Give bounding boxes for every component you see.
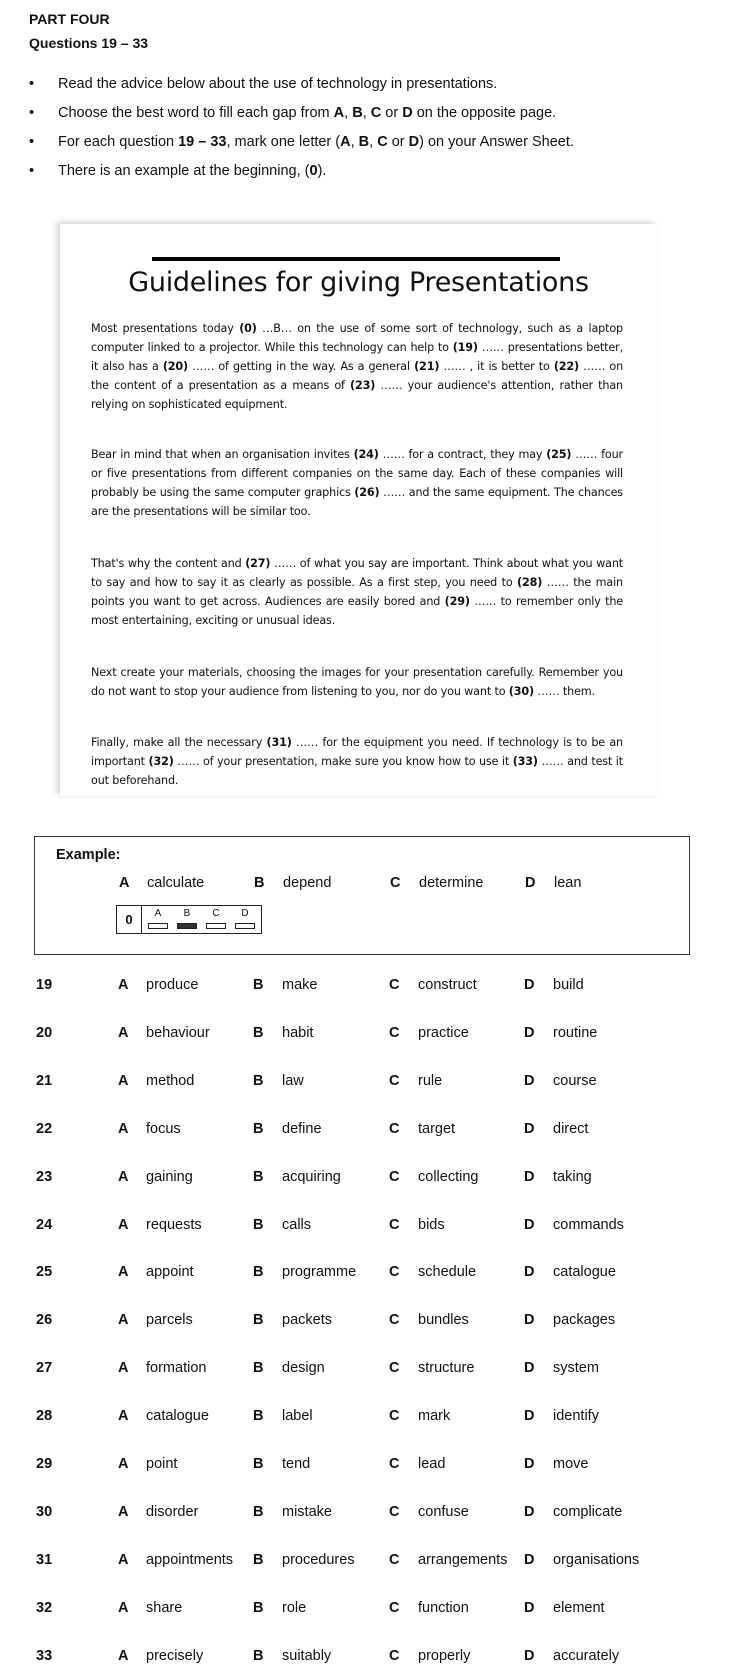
instruction-item: [29, 76, 709, 105]
question-row: [0, 977, 730, 999]
question-row: [0, 1408, 730, 1430]
question-range: Questions 19 – 33: [29, 35, 149, 51]
option-letter: D: [408, 134, 420, 150]
option-word[interactable]: tend: [282, 1456, 311, 1472]
option-word[interactable]: direct: [553, 1120, 589, 1137]
option-word[interactable]: lead: [418, 1456, 446, 1472]
option-word[interactable]: structure: [418, 1360, 475, 1377]
option-letter[interactable]: B: [253, 1408, 264, 1425]
question-number: 28: [36, 1408, 53, 1425]
option-letter[interactable]: A: [118, 1456, 129, 1472]
option-letter[interactable]: B: [253, 1503, 264, 1520]
option-letter[interactable]: B: [253, 1072, 264, 1089]
question-number: 21: [36, 1072, 53, 1089]
option-letter[interactable]: A: [118, 1647, 129, 1664]
question-row: [0, 1217, 730, 1239]
option-word[interactable]: confuse: [418, 1503, 469, 1520]
option-letter: B: [358, 134, 370, 150]
instruction-item: [29, 105, 709, 134]
option-word[interactable]: complicate: [553, 1503, 623, 1520]
option-word[interactable]: commands: [553, 1216, 624, 1233]
option-letter[interactable]: B: [253, 1216, 264, 1233]
instruction-text: Read the advice below about the use of technology in presentations.: [58, 76, 498, 92]
article-paragraph: Most presentations today (0) …B… on the use of some sort of technology, such as a laptop computer linked to a projector. While this technology can help to (19) …… presentations better, it also has a (20) …… of getting in the way. As a general (21) …… , it is better to (22) …… on the content of a presentation as a means of (23) …… your audience's attention, rather than relying on sophisticated equipment.: [91, 322, 624, 411]
gap-number: (26): [354, 486, 380, 499]
option-letter[interactable]: A: [118, 1072, 129, 1089]
option-word[interactable]: construct: [418, 977, 477, 993]
option-word[interactable]: method: [146, 1072, 195, 1089]
gap-number: (19): [452, 341, 478, 354]
option-word[interactable]: practice: [418, 1024, 469, 1041]
instruction-item: [29, 134, 709, 163]
option-letter[interactable]: D: [524, 1551, 535, 1568]
instruction-text: ,: [344, 105, 353, 121]
answer-box: [177, 923, 197, 929]
example-box: [34, 836, 690, 955]
option-word[interactable]: system: [553, 1360, 599, 1377]
question-number: 24: [36, 1216, 53, 1233]
bullet-icon: •: [29, 163, 35, 179]
option-letter[interactable]: A: [118, 1120, 129, 1137]
option-letter[interactable]: C: [389, 977, 400, 993]
question-number: 25: [36, 1264, 53, 1281]
option-word[interactable]: mistake: [282, 1503, 332, 1520]
question-row: [0, 1264, 730, 1286]
question-number: 19: [36, 977, 53, 993]
option-word[interactable]: acquiring: [282, 1168, 341, 1185]
option-letter[interactable]: D: [524, 1312, 535, 1329]
option-word[interactable]: routine: [553, 1024, 598, 1041]
answer-box: [235, 923, 255, 929]
option-word[interactable]: element: [553, 1599, 605, 1616]
option-word[interactable]: calls: [282, 1216, 312, 1233]
gap-number: (29): [444, 595, 470, 608]
question-row: [0, 1552, 730, 1574]
part-title: PART FOUR: [29, 11, 110, 27]
instruction-text: or: [387, 134, 409, 150]
gap-number: (20): [162, 360, 189, 373]
option-word: calculate: [147, 875, 205, 891]
option-letter[interactable]: B: [253, 977, 264, 993]
option-letter: D: [525, 875, 536, 891]
option-word[interactable]: appoint: [146, 1264, 194, 1281]
question-number: 20: [36, 1024, 53, 1041]
option-letter[interactable]: C: [389, 1408, 400, 1425]
article-paragraph: Finally, make all the necessary (31) …… for the equipment you need. If technology is to be an important (32) …… of your presentation, make sure you know how to use it (33) …… and test it out beforehand.: [91, 736, 623, 787]
gap-number: (32): [148, 755, 174, 768]
option-word[interactable]: programme: [282, 1264, 357, 1281]
option-letter[interactable]: A: [118, 1216, 129, 1233]
option-word[interactable]: disorder: [146, 1503, 199, 1520]
option-word[interactable]: focus: [146, 1120, 181, 1137]
gap-number: (24): [353, 448, 379, 461]
option-letter: C: [377, 134, 388, 150]
option-letter[interactable]: C: [389, 1647, 400, 1664]
option-letter[interactable]: C: [389, 1216, 400, 1233]
example-number: 0: [309, 163, 318, 179]
question-number: 23: [36, 1168, 53, 1185]
option-word: determine: [419, 875, 484, 891]
option-letter[interactable]: C: [389, 1120, 400, 1137]
option-word[interactable]: organisations: [553, 1551, 640, 1568]
question-row: [0, 1504, 730, 1526]
gap-number: (30): [508, 685, 534, 698]
option-word[interactable]: target: [418, 1120, 456, 1137]
article-paragraph: That's why the content and (27) …… of what you say are important. Think about what you want to say and how to say it as clearly as possible. As a first step, you need to (28) …… the main points you want to get across. Audiences are easily bored and (29) …… to remember only the most entertaining, exciting or unusual ideas.: [91, 557, 624, 627]
option-letter[interactable]: A: [118, 1599, 129, 1616]
option-word[interactable]: properly: [418, 1647, 471, 1664]
option-word[interactable]: role: [282, 1599, 307, 1616]
option-word[interactable]: move: [553, 1456, 589, 1472]
option-word[interactable]: formation: [146, 1360, 207, 1377]
option-letter[interactable]: A: [118, 1312, 129, 1329]
option-letter[interactable]: D: [524, 1168, 535, 1185]
question-row: [0, 1312, 730, 1334]
instruction-text: There is an example at the beginning, (: [58, 163, 310, 179]
option-letter[interactable]: D: [524, 1599, 535, 1616]
option-letter: C: [390, 875, 401, 891]
option-letter: C: [370, 105, 382, 121]
option-letter: B: [254, 875, 265, 891]
option-letter[interactable]: B: [253, 1024, 264, 1041]
option-word[interactable]: taking: [553, 1168, 592, 1185]
option-word[interactable]: habit: [282, 1024, 314, 1041]
option-letter: A: [119, 875, 130, 891]
instruction-text: ) on your Answer Sheet.: [419, 134, 574, 150]
option-word[interactable]: arrangements: [418, 1551, 508, 1568]
instruction-text: ,: [362, 105, 371, 121]
option-word[interactable]: label: [282, 1408, 313, 1425]
question-row: [0, 1121, 730, 1143]
sheet-letter: C: [212, 908, 220, 919]
option-letter: D: [402, 105, 413, 121]
option-word[interactable]: define: [282, 1120, 322, 1137]
option-letter: A: [333, 105, 345, 121]
option-word[interactable]: gaining: [146, 1168, 193, 1185]
option-word[interactable]: point: [146, 1456, 178, 1472]
option-word: lean: [554, 875, 582, 891]
option-letter[interactable]: D: [524, 1264, 535, 1281]
option-letter[interactable]: A: [118, 1503, 129, 1520]
option-letter[interactable]: C: [389, 1456, 400, 1472]
option-letter[interactable]: D: [524, 1456, 535, 1472]
option-letter[interactable]: B: [253, 1456, 264, 1472]
question-number: 33: [36, 1647, 53, 1664]
option-word[interactable]: share: [146, 1599, 183, 1616]
question-row: [0, 1600, 730, 1622]
article-title: Guidelines for giving Presentations: [128, 267, 589, 298]
option-word[interactable]: packets: [282, 1312, 332, 1329]
answer-box: [206, 923, 226, 929]
option-word: depend: [283, 875, 332, 891]
article-paragraph: Bear in mind that when an organisation invites (24) …… for a contract, they may (25) …… four or five presentations from different companies on the same day. Each of these companies will probably be using the same computer graphics (26) …… and the same equipment. The chances are the presentations will be similar too.: [91, 448, 623, 518]
question-number: 30: [36, 1503, 53, 1520]
option-word[interactable]: catalogue: [553, 1264, 616, 1281]
option-word[interactable]: function: [418, 1599, 469, 1616]
sheet-number: 0: [117, 906, 142, 933]
option-letter[interactable]: B: [253, 1312, 264, 1329]
option-word[interactable]: identify: [553, 1408, 599, 1425]
option-word[interactable]: schedule: [418, 1264, 477, 1281]
option-letter[interactable]: D: [524, 1408, 535, 1425]
question-row: [0, 1456, 730, 1478]
gap-number: (22): [553, 360, 580, 373]
option-word[interactable]: procedures: [282, 1551, 355, 1568]
option-letter[interactable]: A: [118, 1360, 129, 1377]
instruction-text: For each question: [58, 134, 179, 150]
option-word[interactable]: design: [282, 1360, 325, 1377]
option-letter[interactable]: D: [524, 1216, 535, 1233]
instruction-text: ,: [369, 134, 378, 150]
question-number: 31: [36, 1551, 53, 1568]
option-word[interactable]: bundles: [418, 1312, 469, 1329]
option-letter[interactable]: D: [524, 1360, 535, 1377]
article-panel: [60, 224, 657, 796]
option-letter[interactable]: B: [253, 1551, 264, 1568]
option-word[interactable]: accurately: [553, 1647, 620, 1664]
option-word[interactable]: law: [282, 1072, 304, 1089]
option-word[interactable]: catalogue: [146, 1408, 209, 1425]
option-letter[interactable]: C: [389, 1551, 400, 1568]
answer-sheet-sample: [116, 905, 262, 934]
question-number: 27: [36, 1360, 53, 1377]
option-letter[interactable]: D: [524, 1647, 535, 1664]
option-letter[interactable]: D: [524, 1120, 535, 1137]
option-letter[interactable]: C: [389, 1503, 400, 1520]
instruction-text: , mark one letter (: [226, 134, 341, 150]
option-word[interactable]: suitably: [282, 1647, 332, 1664]
instruction-item: [29, 163, 709, 192]
question-row: [0, 1648, 730, 1670]
question-row: [0, 1360, 730, 1382]
option-letter[interactable]: D: [524, 1503, 535, 1520]
bullet-icon: •: [29, 76, 35, 92]
gap-number: (25): [546, 448, 572, 461]
option-letter[interactable]: A: [118, 1168, 129, 1185]
option-word[interactable]: appointments: [146, 1551, 234, 1568]
option-letter[interactable]: A: [118, 1408, 129, 1425]
option-letter[interactable]: B: [253, 1360, 264, 1377]
gap-number: (0): [239, 322, 257, 335]
option-word[interactable]: packages: [553, 1312, 616, 1329]
option-letter[interactable]: C: [389, 1599, 400, 1616]
sheet-letter: B: [183, 908, 191, 919]
title-rule: [152, 257, 560, 261]
question-row: [0, 1169, 730, 1191]
option-letter[interactable]: A: [118, 1551, 129, 1568]
instruction-text: ).: [317, 163, 327, 179]
gap-number: (33): [512, 755, 538, 768]
question-row: [0, 1025, 730, 1047]
option-letter: A: [340, 134, 351, 150]
option-word[interactable]: course: [553, 1072, 597, 1089]
option-letter[interactable]: C: [389, 1264, 400, 1281]
answer-box: [148, 923, 168, 929]
option-word[interactable]: behaviour: [146, 1024, 210, 1041]
question-row: [0, 1073, 730, 1095]
instruction-text: or: [381, 105, 403, 121]
question-number: 29: [36, 1456, 53, 1472]
instruction-text: Choose the best word to fill each gap from: [58, 105, 334, 121]
option-letter[interactable]: C: [389, 1168, 400, 1185]
sheet-letter: A: [154, 908, 162, 919]
option-letter[interactable]: C: [389, 1312, 400, 1329]
sheet-letter: D: [241, 908, 249, 919]
example-label: Example:: [56, 847, 121, 863]
instruction-text: on the opposite page.: [412, 105, 557, 121]
option-word[interactable]: mark: [418, 1408, 451, 1425]
example-options-row: [1, 875, 730, 897]
question-number: 32: [36, 1599, 53, 1616]
question-number: 26: [36, 1312, 53, 1329]
option-letter[interactable]: B: [253, 1120, 264, 1137]
option-letter[interactable]: D: [524, 977, 535, 993]
option-word[interactable]: build: [553, 977, 584, 993]
gap-number: (23): [350, 379, 376, 392]
option-letter[interactable]: C: [389, 1072, 400, 1089]
gap-number: (28): [517, 576, 543, 589]
option-letter[interactable]: A: [118, 1264, 129, 1281]
option-word[interactable]: precisely: [146, 1647, 204, 1664]
question-range-inline: 19 – 33: [178, 134, 227, 150]
option-letter[interactable]: A: [118, 977, 129, 993]
option-letter[interactable]: B: [253, 1599, 264, 1616]
option-word[interactable]: produce: [146, 977, 199, 993]
gap-number: (21): [414, 360, 440, 373]
bullet-icon: •: [29, 105, 35, 121]
option-letter[interactable]: A: [118, 1024, 129, 1041]
option-word[interactable]: parcels: [146, 1312, 193, 1329]
option-letter[interactable]: B: [253, 1264, 264, 1281]
question-number: 22: [36, 1120, 53, 1137]
instruction-text: ,: [350, 134, 359, 150]
gap-number: (27): [245, 557, 271, 570]
option-letter[interactable]: C: [389, 1024, 400, 1041]
option-word[interactable]: collecting: [418, 1168, 479, 1185]
article-paragraph: Next create your materials, choosing the images for your presentation carefully. Remember you do not want to stop your audience from listening to you, nor do you want to (30) …… them.: [91, 666, 623, 698]
option-letter[interactable]: B: [253, 1168, 264, 1185]
option-letter: B: [352, 105, 363, 121]
option-letter[interactable]: D: [524, 1072, 535, 1089]
option-word[interactable]: rule: [418, 1072, 443, 1089]
option-word[interactable]: requests: [146, 1216, 202, 1233]
option-letter[interactable]: B: [253, 1647, 264, 1664]
bullet-icon: •: [29, 134, 35, 150]
option-word[interactable]: bids: [418, 1216, 445, 1233]
option-letter[interactable]: C: [389, 1360, 400, 1377]
option-letter[interactable]: D: [524, 1024, 535, 1041]
gap-number: (31): [266, 736, 292, 749]
option-word[interactable]: make: [282, 977, 318, 993]
instructions-list: [29, 76, 709, 192]
